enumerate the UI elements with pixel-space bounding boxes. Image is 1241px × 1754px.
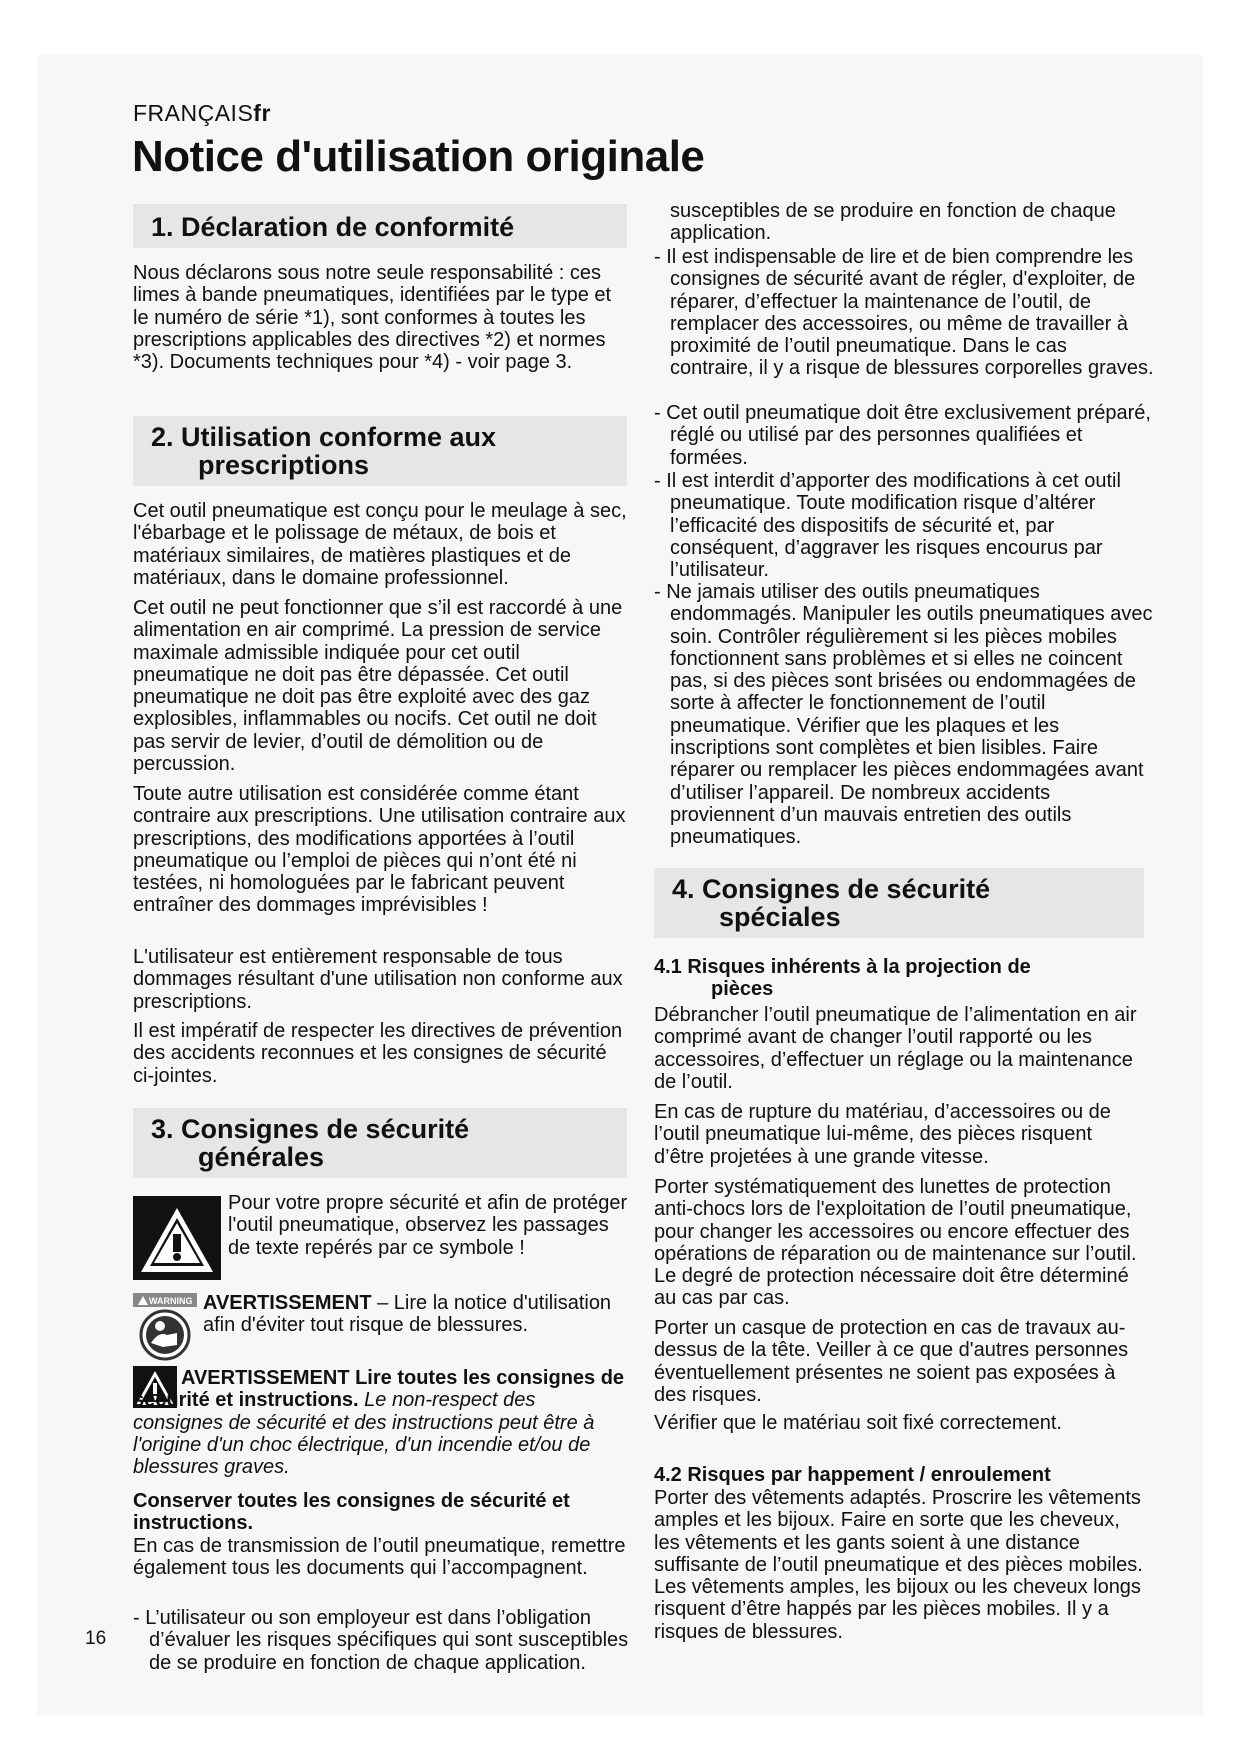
section-2-para-5: Il est impératif de respecter les directives de prévention des accidents reconnues et les consignes de sécurité ci-jointes.: [133, 1020, 623, 1087]
section-4-para-6: Porter des vêtements adaptés. Proscrire les vêtements amples et les bijoux. Faire en sorte que les cheveux, les vêtements et les gants soient à une distance suffisante de l’outil pneumatique et des pièces mobiles. Les vêtements amples, les bijoux ou les cheveux longs risquent d’être happés par les pièces mobiles. Il y a risques de blessures.: [654, 1487, 1143, 1643]
bullet-item-1-continued: susceptibles de se produire en fonction de chaque application.: [670, 200, 1116, 245]
bullet-item-1: - L’utilisateur ou son employeur est dans l’obligation d’évaluer les risques spécifiques qui sont susceptibles de se produire en fonction de chaque application.: [133, 1607, 629, 1674]
section-4-para-4: Porter un casque de protection en cas de travaux au-dessus de la tête. Veiller à ce que d'autres personnes éventuellement présentes ne soient pas exposées à des risques.: [654, 1317, 1129, 1406]
subsection-4-2-heading: 4.2 Risques par happement / enroulement: [654, 1464, 1051, 1486]
symbol-explanation: Pour votre propre sécurité et afin de protéger l'outil pneumatique, observez les passages de texte repérés par ce symbole !: [228, 1192, 628, 1259]
warning-1-text: AVERTISSEMENT – Lire la notice d'utilisation afin d'éviter tout risque de blessures.: [203, 1292, 612, 1337]
section-4-heading: 4. Consignes de sécurité spéciales: [654, 868, 1144, 938]
keep-instructions-text: Conserver toutes les consignes de sécurité et instructions. En cas de transmission de l’outil pneumatique, remettre également tous les documents qui l’accompagnent.: [133, 1490, 626, 1579]
section-2-para-3: Toute autre utilisation est considérée comme étant contraire aux prescriptions. Une utilisation contraire aux prescriptions, des modifications apportées à l’outil pneumatique ou l’emploi de pièces qui n’ont été ni testées, ni homologuées par le fabricant peuvent entraîner des dommages imprévisibles !: [133, 783, 626, 917]
section-4-para-1: Débrancher l’outil pneumatique de l’alimentation en air comprimé avant de changer l’outil rapporté ou les accessoires, d’effectuer un réglage ou la maintenance de l’outil.: [654, 1004, 1137, 1093]
read-manual-warning-icon: [133, 1293, 197, 1361]
warning-label-text: WARNING: [149, 1296, 193, 1306]
section-1-text: Nous déclarons sous notre seule responsabilité : ces limes à bande pneumatiques, identifiées par le type et le numéro de série *1), sont conformes à toutes les prescriptions applicables des directives *2) et normes *3). Documents techniques pour *4) - voir page 3.: [133, 262, 612, 374]
bullet-item-5: - Ne jamais utiliser des outils pneumatiques endommagés. Manipuler les outils pneumatiques avec soin. Contrôler régulièrement si les pièces mobiles fonctionnent sans problèmes et si elles ne coincent pas, si des pièces sont brisées ou endommagées de sorte à affecter le fonctionnement de l’outil pneumatique. Vérifier que les plaques et les inscriptions sont complètes et bien lisibles. Faire réparer ou remplacer les pièces endommagées avant d’utiliser l’appareil. De nombreux accidents proviennent d’un mauvais entretien des outils pneumatiques.: [654, 581, 1153, 849]
language-label: FRANÇAISfr: [133, 100, 271, 126]
section-2-para-4: L'utilisateur est entièrement responsable de tous dommages résultant d'une utilisation non conforme aux prescriptions.: [133, 946, 623, 1013]
section-2-para-1: Cet outil pneumatique est conçu pour le meulage à sec, l'ébarbage et le polissage de métaux, de bois et matériaux similaires, de matières plastiques et de matériaux, dans le domaine professionnel.: [133, 500, 627, 589]
section-2-para-2: Cet outil ne peut fonctionner que s’il est raccordé à une alimentation en air comprimé. La pression de service maximale admissible indiquée pour cet outil pneumatique ne doit pas être dépassée. Cet outil pneumatique ne doit pas être exploité avec des gaz explosibles, inflammables ou nocifs. Cet outil ne doit pas servir de levier, d’outil de démolition ou de percussion.: [133, 597, 623, 776]
section-4-para-5: Vérifier que le matériau soit fixé correctement.: [654, 1412, 1062, 1434]
bullet-item-2: - Il est indispensable de lire et de bien comprendre les consignes de sécurité avant de régler, d'exploiter, de réparer, d’effectuer la maintenance de l’outil, de remplacer des accessoires, ou même de travailler à proximité de l’outil pneumatique. Dans le cas contraire, il y a risque de blessures corporelles graves.: [654, 246, 1154, 380]
warning-2-text: AVERTISSEMENT Lire toutes les consignes de sécurité et instructions. Le non-respect des consignes de sécurité et des instructions peut être à l'origine d'un choc électrique, d'un incendie et/ou de blessures graves.: [133, 1367, 625, 1479]
warning-triangle-icon: [133, 1196, 221, 1280]
section-3-heading: 3. Consignes de sécurité générales: [133, 1108, 627, 1178]
bullet-item-4: - Il est interdit d’apporter des modifications à cet outil pneumatique. Toute modification risque d’altérer l’efficacité des dispositifs de sécurité et, par conséquent, d’aggraver les risques encourus par l’utilisateur.: [654, 470, 1121, 582]
section-4-para-2: En cas de rupture du matériau, d’accessoires ou de l’outil pneumatique lui-même, des pièces risquent d’être projetées à une grande vitesse.: [654, 1101, 1111, 1168]
page-title: Notice d'utilisation originale: [132, 132, 705, 181]
bullet-item-3: - Cet outil pneumatique doit être exclusivement préparé, réglé ou utilisé par des personnes qualifiées et formées.: [654, 402, 1151, 469]
section-2-heading: 2. Utilisation conforme aux prescriptions: [133, 416, 627, 486]
section-1-heading: 1. Déclaration de conformité: [133, 204, 627, 248]
subsection-4-1-heading: 4.1 Risques inhérents à la projection de pièces: [654, 956, 1031, 1001]
section-4-para-3: Porter systématiquement des lunettes de protection anti-chocs lors de l'exploitation de l’outil pneumatique, pour changer les accessoires ou encore effectuer des opérations de réparation ou de maintenance sur l’outil. Le degré de protection nécessaire doit être déterminé au cas par cas.: [654, 1176, 1137, 1310]
page-number: 16: [85, 1628, 107, 1649]
